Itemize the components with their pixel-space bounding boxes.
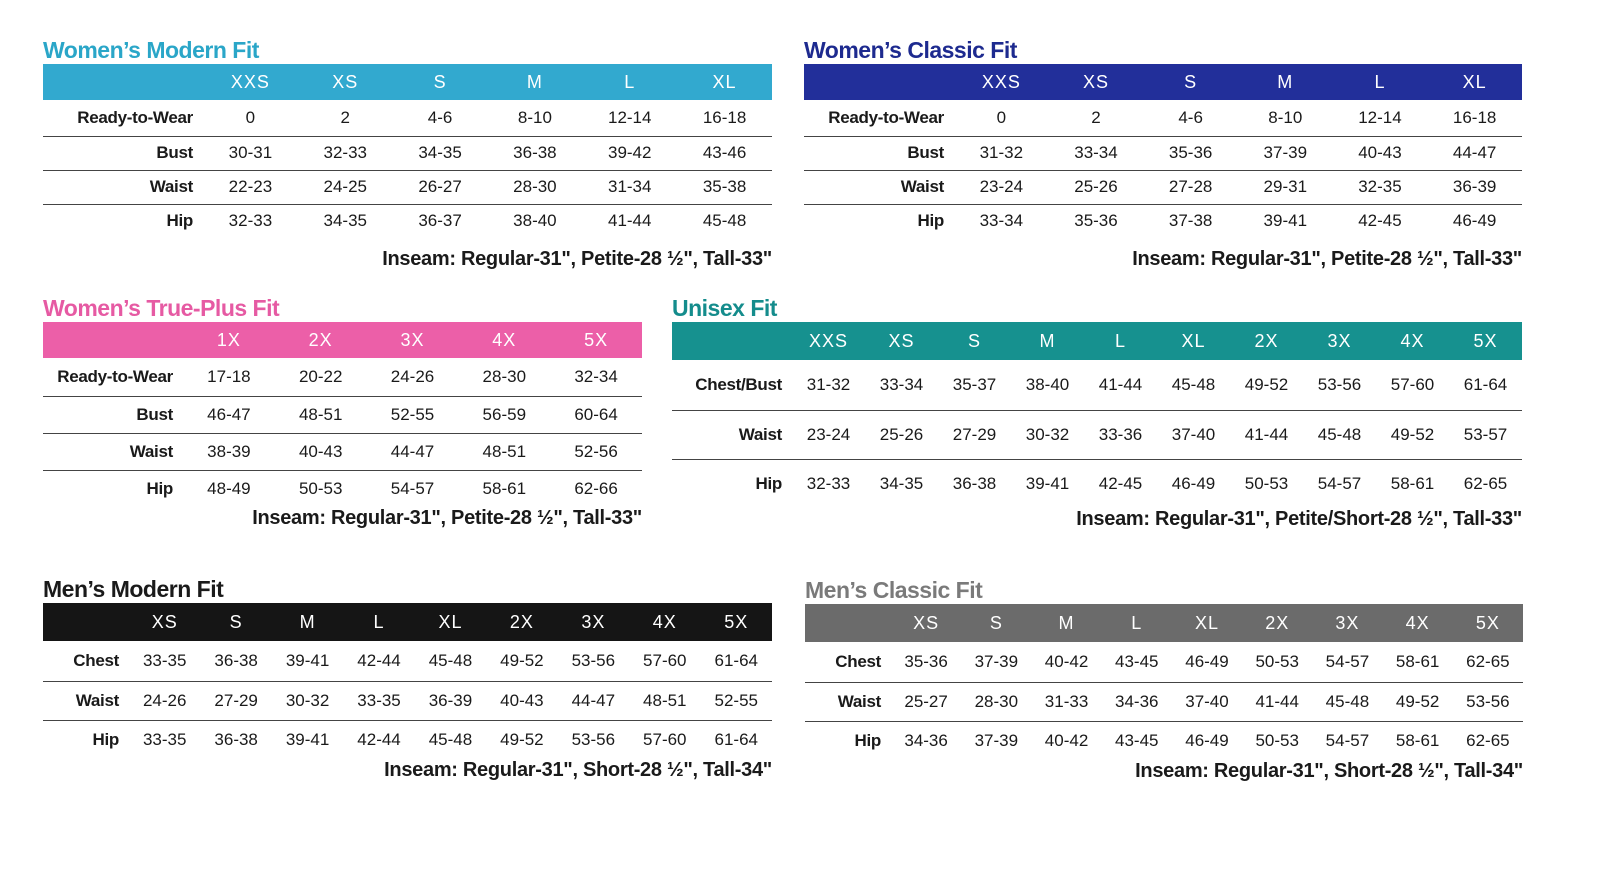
measurement-cell: 44-47	[367, 433, 459, 470]
measurement-cell: 57-60	[1376, 360, 1449, 410]
table-row	[804, 170, 1522, 204]
row-label: Bust	[43, 136, 203, 170]
row-label: Waist	[805, 682, 891, 721]
size-header: 5X	[724, 611, 749, 632]
measurement-cell: 34-35	[879, 473, 924, 493]
measurement-cell: 61-64	[701, 641, 773, 681]
measurement-cell: 49-52	[486, 641, 557, 681]
inseam-note: Inseam: Regular-31", Petite-28 ½", Tall-33"	[1132, 248, 1522, 270]
measurement-cell: 44-47	[1427, 136, 1522, 170]
header-blank-cell	[43, 64, 203, 100]
measurement-cell: 23-24	[954, 170, 1049, 204]
measurement-cell: 48-51	[458, 433, 550, 470]
measurement-cell: 36-38	[214, 729, 258, 749]
measurement-cell: 40-43	[1333, 136, 1428, 170]
measurement-cell: 22-23	[203, 170, 298, 204]
measurement-cell: 52-55	[367, 396, 459, 433]
measurement-cell: 32-35	[1333, 170, 1428, 204]
header-blank-cell	[672, 322, 792, 360]
measurement-cell: 34-36	[904, 730, 948, 750]
measurement-cell: 42-45	[1358, 211, 1402, 231]
inseam-note: Inseam: Regular-31", Petite/Short-28 ½", Tall-33"	[1076, 508, 1522, 530]
table-row	[804, 136, 1522, 170]
table-row	[43, 641, 772, 681]
measurement-cell: 45-48	[1303, 410, 1376, 459]
size-header: M	[1039, 330, 1056, 351]
row-label: Hip	[917, 211, 944, 231]
size-header: S	[967, 330, 981, 351]
measurement-cell: 31-32	[792, 360, 865, 410]
size-header: M	[526, 71, 543, 92]
measurement-cell: 54-57	[1312, 642, 1382, 682]
size-header: 3X	[1335, 612, 1360, 633]
size-header: 3X	[581, 611, 606, 632]
row-label: Waist	[672, 410, 792, 459]
measurement-cell: 39-41	[272, 641, 343, 681]
table-row	[672, 360, 1522, 410]
measurement-cell: 35-38	[677, 170, 772, 204]
table-row	[804, 204, 1522, 238]
inseam-note: Inseam: Regular-31", Short-28 ½", Tall-34"	[1135, 760, 1523, 782]
measurement-cell: 60-64	[550, 396, 642, 433]
measurement-cell: 39-41	[285, 729, 330, 749]
measurement-cell: 36-39	[1427, 170, 1522, 204]
row-label: Hip	[755, 473, 782, 493]
measurement-cell: 31-32	[954, 136, 1049, 170]
measurement-cell: 4-6	[1143, 100, 1238, 136]
measurement-cell: 58-61	[1395, 730, 1440, 750]
measurement-cell: 0	[203, 100, 298, 136]
measurement-cell: 0	[954, 100, 1049, 136]
womens-modern-fit-chart	[43, 36, 772, 271]
measurement-cell: 53-56	[571, 729, 616, 749]
header-row	[43, 322, 642, 358]
measurement-cell: 42-45	[1098, 473, 1143, 493]
measurement-cell: 12-14	[582, 100, 677, 136]
size-header: XXS	[230, 71, 270, 92]
measurement-cell: 53-56	[558, 641, 629, 681]
header-row	[43, 603, 772, 641]
table-row	[672, 410, 1522, 459]
measurement-cell: 54-57	[390, 478, 435, 498]
size-header: 2X	[308, 329, 333, 350]
measurement-cell: 48-51	[629, 681, 700, 720]
measurement-cell: 46-49	[1185, 730, 1229, 750]
measurement-cell: 49-52	[1230, 360, 1303, 410]
measurement-cell: 32-33	[806, 473, 851, 493]
size-header: L	[624, 71, 636, 92]
chart-title: Unisex Fit	[672, 295, 777, 321]
measurement-cell: 37-39	[974, 730, 1019, 750]
measurement-cell: 50-53	[298, 478, 343, 498]
measurement-cell: 37-40	[1157, 410, 1230, 459]
row-label: Chest	[43, 641, 129, 681]
measurement-cell: 26-27	[393, 170, 488, 204]
measurement-cell: 58-61	[1383, 642, 1453, 682]
measurement-cell: 40-42	[1031, 642, 1101, 682]
size-header: XL	[1462, 71, 1487, 92]
measurement-cell: 27-28	[1143, 170, 1238, 204]
size-header: XS	[332, 71, 359, 92]
size-header: 4X	[652, 611, 677, 632]
measurement-cell: 45-48	[1312, 682, 1382, 721]
header-blank-cell	[805, 604, 891, 642]
measurement-cell: 37-40	[1172, 682, 1242, 721]
measurement-cell: 45-48	[702, 211, 747, 231]
measurement-cell: 46-49	[1171, 473, 1216, 493]
measurement-cell: 36-38	[487, 136, 582, 170]
measurement-cell: 42-44	[357, 729, 401, 749]
size-header: 4X	[1400, 330, 1425, 351]
measurement-cell: 41-44	[1242, 682, 1312, 721]
measurement-cell: 41-44	[1230, 410, 1303, 459]
size-header: M	[1058, 612, 1075, 633]
measurement-cell: 33-34	[865, 360, 938, 410]
header-row	[672, 322, 1522, 360]
measurement-cell: 36-39	[415, 681, 486, 720]
measurement-cell: 38-39	[183, 433, 275, 470]
table-row	[43, 136, 772, 170]
size-header: S	[433, 71, 447, 92]
size-header: 3X	[400, 329, 425, 350]
size-table	[43, 603, 772, 759]
measurement-cell: 58-61	[482, 478, 527, 498]
measurement-cell: 34-36	[1102, 682, 1172, 721]
table-row	[43, 681, 772, 720]
measurement-cell: 2	[1049, 100, 1144, 136]
size-header: XS	[913, 612, 940, 633]
table-row	[43, 204, 772, 238]
measurement-cell: 28-30	[458, 358, 550, 396]
measurement-cell: 53-56	[1303, 360, 1376, 410]
measurement-cell: 44-47	[558, 681, 629, 720]
size-header: L	[1374, 71, 1386, 92]
table-row	[43, 100, 772, 136]
row-label: Waist	[43, 170, 203, 204]
size-header: S	[229, 611, 243, 632]
row-label: Hip	[854, 730, 881, 750]
measurement-cell: 23-24	[792, 410, 865, 459]
measurement-cell: 36-38	[952, 473, 997, 493]
measurement-cell: 27-29	[200, 681, 271, 720]
measurement-cell: 29-31	[1238, 170, 1333, 204]
measurement-cell: 33-35	[142, 729, 187, 749]
measurement-cell: 49-52	[500, 729, 544, 749]
header-row	[43, 64, 772, 100]
measurement-cell: 38-40	[1011, 360, 1084, 410]
size-header: XL	[1181, 330, 1206, 351]
measurement-cell: 43-45	[1115, 730, 1159, 750]
size-header: XXS	[808, 330, 849, 351]
measurement-cell: 28-30	[961, 682, 1031, 721]
measurement-cell: 32-33	[298, 136, 393, 170]
table-row	[672, 459, 1522, 508]
size-table	[43, 64, 772, 238]
measurement-cell: 62-65	[1453, 642, 1523, 682]
measurement-cell: 45-48	[1157, 360, 1230, 410]
mens-classic-fit-chart	[805, 576, 1523, 783]
inseam-note: Inseam: Regular-31", Petite-28 ½", Tall-33"	[382, 248, 772, 270]
header-row	[805, 604, 1523, 642]
measurement-cell: 28-30	[487, 170, 582, 204]
measurement-cell: 54-57	[1325, 730, 1370, 750]
measurement-cell: 37-39	[1238, 136, 1333, 170]
chart-title: Men’s Classic Fit	[805, 577, 983, 603]
table-row	[43, 358, 642, 396]
measurement-cell: 20-22	[275, 358, 367, 396]
measurement-cell: 40-43	[486, 681, 557, 720]
row-label: Ready-to-Wear	[43, 358, 183, 396]
measurement-cell: 33-36	[1084, 410, 1157, 459]
inseam-note: Inseam: Regular-31", Short-28 ½", Tall-34"	[384, 759, 772, 781]
measurement-cell: 43-46	[677, 136, 772, 170]
size-header: 5X	[584, 329, 609, 350]
measurement-cell: 2	[298, 100, 393, 136]
table-row	[805, 642, 1523, 682]
measurement-cell: 24-26	[367, 358, 459, 396]
measurement-cell: 53-56	[1453, 682, 1523, 721]
measurement-cell: 36-38	[200, 641, 271, 681]
measurement-cell: 62-66	[574, 478, 618, 498]
measurement-cell: 12-14	[1333, 100, 1428, 136]
measurement-cell: 30-32	[272, 681, 343, 720]
header-blank-cell	[804, 64, 954, 100]
size-header: S	[1184, 71, 1198, 92]
size-header: 5X	[1473, 330, 1498, 351]
size-table	[43, 322, 642, 507]
size-header: L	[373, 611, 385, 632]
row-label: Hip	[92, 729, 119, 749]
measurement-cell: 62-65	[1466, 730, 1510, 750]
size-header: XL	[712, 71, 737, 92]
measurement-cell: 61-64	[714, 729, 758, 749]
size-header: 2X	[1254, 330, 1279, 351]
measurement-cell: 61-64	[1449, 360, 1522, 410]
measurement-cell: 35-36	[891, 642, 961, 682]
measurement-cell: 53-57	[1449, 410, 1522, 459]
measurement-cell: 16-18	[677, 100, 772, 136]
measurement-cell: 30-32	[1011, 410, 1084, 459]
size-header: L	[1131, 612, 1143, 633]
size-header: 2X	[509, 611, 534, 632]
measurement-cell: 42-44	[343, 641, 414, 681]
measurement-cell: 30-31	[203, 136, 298, 170]
header-row	[804, 64, 1522, 100]
row-label: Hip	[166, 211, 193, 231]
measurement-cell: 35-36	[1143, 136, 1238, 170]
measurement-cell: 45-48	[415, 641, 486, 681]
measurement-cell: 41-44	[607, 211, 652, 231]
chart-title: Women’s Modern Fit	[43, 37, 259, 63]
measurement-cell: 33-35	[129, 641, 200, 681]
size-header: XS	[1082, 71, 1109, 92]
size-header: 2X	[1265, 612, 1290, 633]
size-header: 4X	[1405, 612, 1430, 633]
womens-true-plus-fit-chart	[43, 294, 642, 530]
header-blank-cell	[43, 322, 183, 358]
header-blank-cell	[43, 603, 129, 641]
measurement-cell: 56-59	[458, 396, 550, 433]
row-label: Ready-to-Wear	[43, 100, 203, 136]
measurement-cell: 31-33	[1031, 682, 1101, 721]
measurement-cell: 35-37	[938, 360, 1011, 410]
measurement-cell: 57-60	[643, 729, 687, 749]
measurement-cell: 50-53	[1244, 473, 1289, 493]
measurement-cell: 54-57	[1317, 473, 1362, 493]
size-header: XS	[151, 611, 178, 632]
row-label: Bust	[43, 396, 183, 433]
measurement-cell: 50-53	[1242, 642, 1312, 682]
measurement-cell: 37-38	[1168, 211, 1213, 231]
measurement-cell: 50-53	[1255, 730, 1299, 750]
measurement-cell: 27-29	[938, 410, 1011, 459]
measurement-cell: 34-35	[323, 211, 367, 231]
row-label: Chest/Bust	[672, 360, 792, 410]
measurement-cell: 57-60	[629, 641, 700, 681]
size-header: S	[989, 612, 1003, 633]
measurement-cell: 38-40	[513, 211, 557, 231]
size-header: XXS	[981, 71, 1021, 92]
size-header: 4X	[492, 329, 517, 350]
size-table	[672, 322, 1522, 508]
womens-classic-fit-chart	[804, 36, 1522, 271]
measurement-cell: 39-42	[582, 136, 677, 170]
measurement-cell: 40-42	[1044, 730, 1089, 750]
size-table	[805, 604, 1523, 760]
row-label: Chest	[805, 642, 891, 682]
measurement-cell: 16-18	[1427, 100, 1522, 136]
measurement-cell: 8-10	[487, 100, 582, 136]
measurement-cell: 32-33	[228, 211, 273, 231]
measurement-cell: 49-52	[1383, 682, 1453, 721]
unisex-fit-chart	[672, 294, 1522, 531]
measurement-cell: 43-45	[1102, 642, 1172, 682]
measurement-cell: 49-52	[1376, 410, 1449, 459]
size-header: XS	[888, 330, 915, 351]
measurement-cell: 25-27	[891, 682, 961, 721]
table-row	[43, 720, 772, 759]
row-label: Bust	[804, 136, 954, 170]
size-header: L	[1114, 330, 1126, 351]
measurement-cell: 46-49	[1172, 642, 1242, 682]
row-label: Waist	[804, 170, 954, 204]
mens-modern-fit-chart	[43, 575, 772, 782]
table-row	[43, 396, 642, 433]
measurement-cell: 24-25	[298, 170, 393, 204]
table-row	[805, 682, 1523, 721]
measurement-cell: 4-6	[393, 100, 488, 136]
size-header: M	[1277, 71, 1294, 92]
table-row	[804, 100, 1522, 136]
measurement-cell: 48-49	[207, 478, 251, 498]
row-label: Ready-to-Wear	[804, 100, 954, 136]
size-header: 1X	[216, 329, 241, 350]
measurement-cell: 17-18	[183, 358, 275, 396]
row-label: Hip	[146, 478, 173, 498]
chart-title: Women’s True-Plus Fit	[43, 295, 280, 321]
chart-title: Women’s Classic Fit	[804, 37, 1017, 63]
inseam-note: Inseam: Regular-31", Petite-28 ½", Tall-33"	[252, 507, 642, 529]
measurement-cell: 58-61	[1390, 473, 1435, 493]
table-row	[805, 721, 1523, 760]
size-header: 5X	[1475, 612, 1500, 633]
measurement-cell: 52-56	[550, 433, 642, 470]
measurement-cell: 31-34	[582, 170, 677, 204]
size-header: XL	[1194, 612, 1219, 633]
measurement-cell: 35-36	[1074, 211, 1118, 231]
table-row	[43, 170, 772, 204]
measurement-cell: 46-47	[183, 396, 275, 433]
measurement-cell: 36-37	[418, 211, 462, 231]
measurement-cell: 8-10	[1238, 100, 1333, 136]
measurement-cell: 25-26	[1049, 170, 1144, 204]
measurement-cell: 34-35	[393, 136, 488, 170]
table-row	[43, 433, 642, 470]
measurement-cell: 40-43	[275, 433, 367, 470]
row-label: Waist	[43, 681, 129, 720]
measurement-cell: 37-39	[961, 642, 1031, 682]
measurement-cell: 45-48	[428, 729, 473, 749]
measurement-cell: 41-44	[1084, 360, 1157, 410]
measurement-cell: 32-34	[550, 358, 642, 396]
table-row	[43, 470, 642, 507]
measurement-cell: 24-26	[129, 681, 200, 720]
row-label: Waist	[43, 433, 183, 470]
measurement-cell: 39-41	[1263, 211, 1308, 231]
measurement-cell: 62-65	[1463, 473, 1508, 493]
size-header: M	[299, 611, 316, 632]
measurement-cell: 25-26	[865, 410, 938, 459]
measurement-cell: 33-35	[343, 681, 414, 720]
measurement-cell: 46-49	[1452, 211, 1497, 231]
measurement-cell: 39-41	[1025, 473, 1070, 493]
chart-title: Men’s Modern Fit	[43, 576, 224, 602]
measurement-cell: 33-34	[979, 211, 1024, 231]
measurement-cell: 52-55	[701, 681, 773, 720]
measurement-cell: 33-34	[1049, 136, 1144, 170]
size-header: XL	[438, 611, 463, 632]
size-table	[804, 64, 1522, 238]
size-header: 3X	[1327, 330, 1352, 351]
measurement-cell: 48-51	[275, 396, 367, 433]
